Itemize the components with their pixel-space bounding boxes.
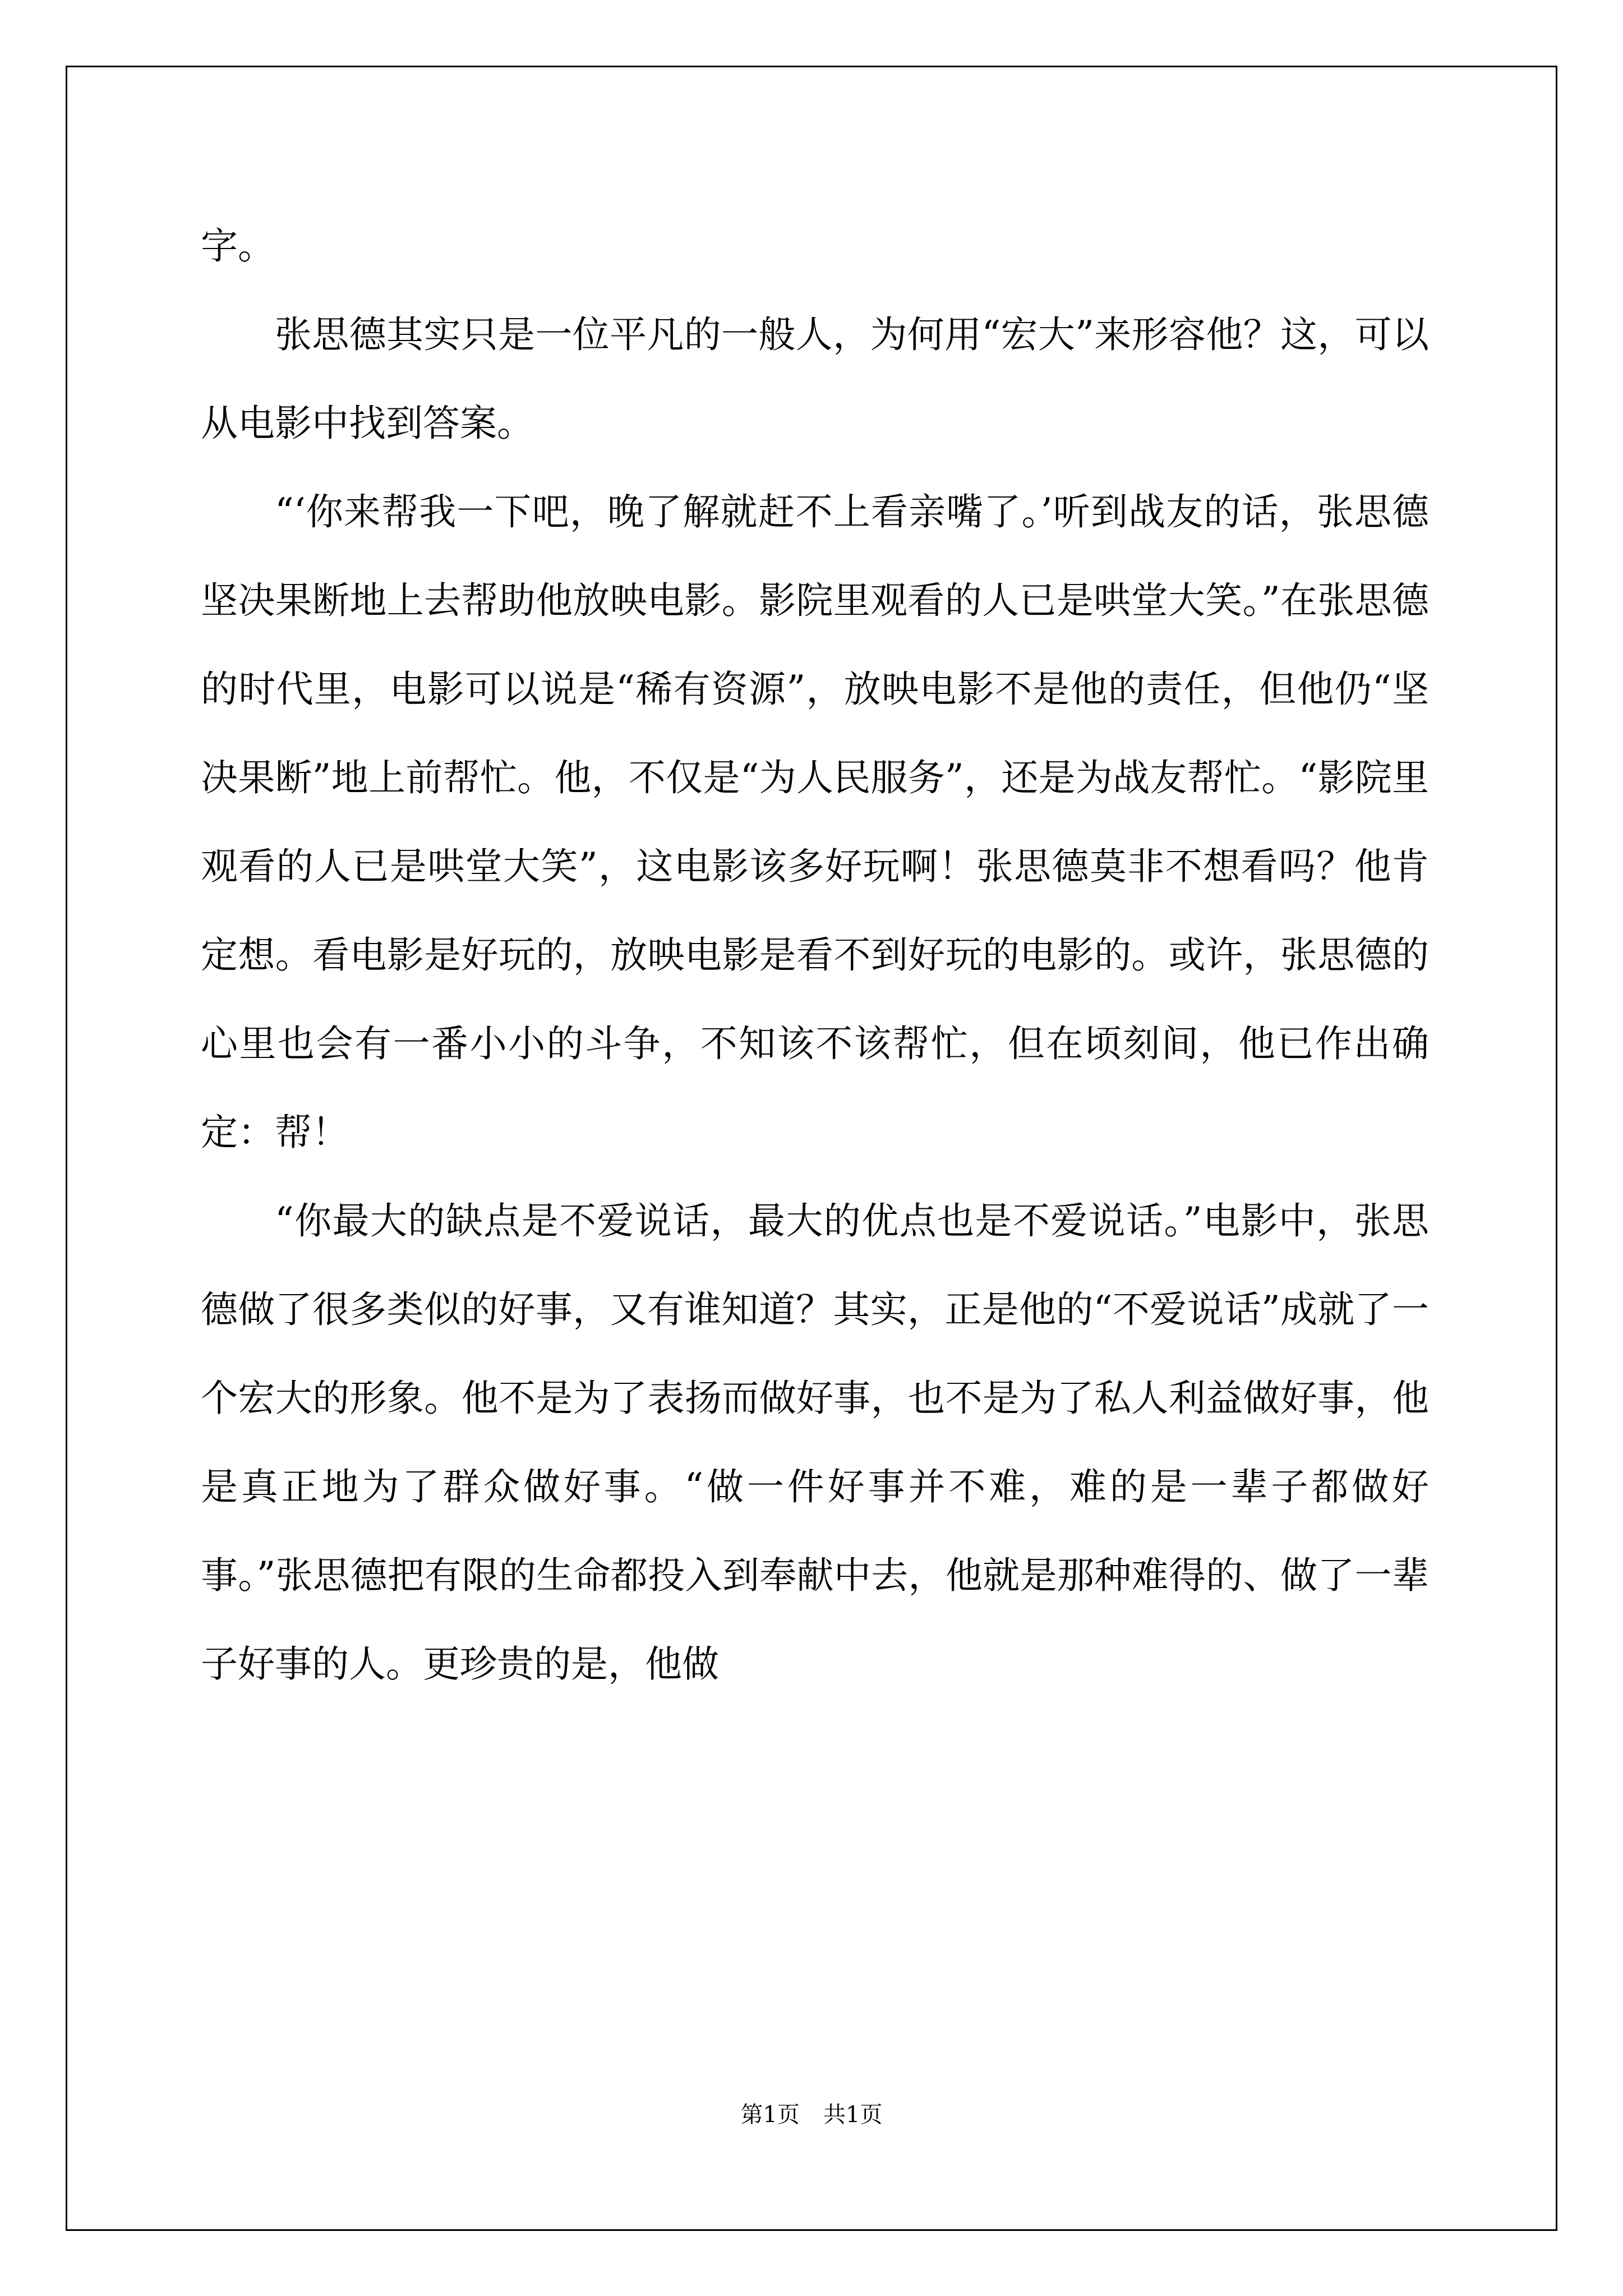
paragraph: 字。	[201, 224, 275, 268]
page-footer	[0, 2098, 1623, 2132]
paragraph: “你最大的缺点是不爱说话，最大的优点也是不爱说话。”电影中，张思德做了很多类似的好事，又有谁知道？其实，正是他的“不爱说话”成就了一个宏大的形象。他不是为了表扬而做好事，也不是为了私人利益做好事，他是真正地为了群众做好事。“做一件好事并不难，难的是一辈子都做好事。”张思德把有限的生命都投入到奉献中去，他就是那种难得的、做了一辈子好事的人。更珍贵的是，他做	[201, 1199, 1429, 1686]
page-number: 第1页	[740, 2102, 800, 2128]
document-body	[201, 202, 1429, 1709]
paragraph: 张思德其实只是一位平凡的一般人，为何用“宏大”来形容他？这，可以从电影中找到答案。	[201, 313, 1429, 445]
page-total: 共1页	[823, 2102, 883, 2128]
paragraph: “‘你来帮我一下吧，晚了解就赶不上看亲嘴了。’听到战友的话，张思德坚决果断地上去帮助他放映电影。影院里观看的人已是哄堂大笑。”在张思德的时代里，电影可以说是“稀有资源”，放映电影不是他的责任，但他仍“坚决果断”地上前帮忙。他，不仅是“为人民服务”，还是为战友帮忙。“影院里观看的人已是哄堂大笑”，这电影该多好玩啊！张思德莫非不想看吗？他肯定想。看电影是好玩的，放映电影是看不到好玩的电影的。或许，张思德的心里也会有一番小小的斗争，不知该不该帮忙，但在顷刻间，他已作出确定：帮！	[201, 490, 1429, 1154]
